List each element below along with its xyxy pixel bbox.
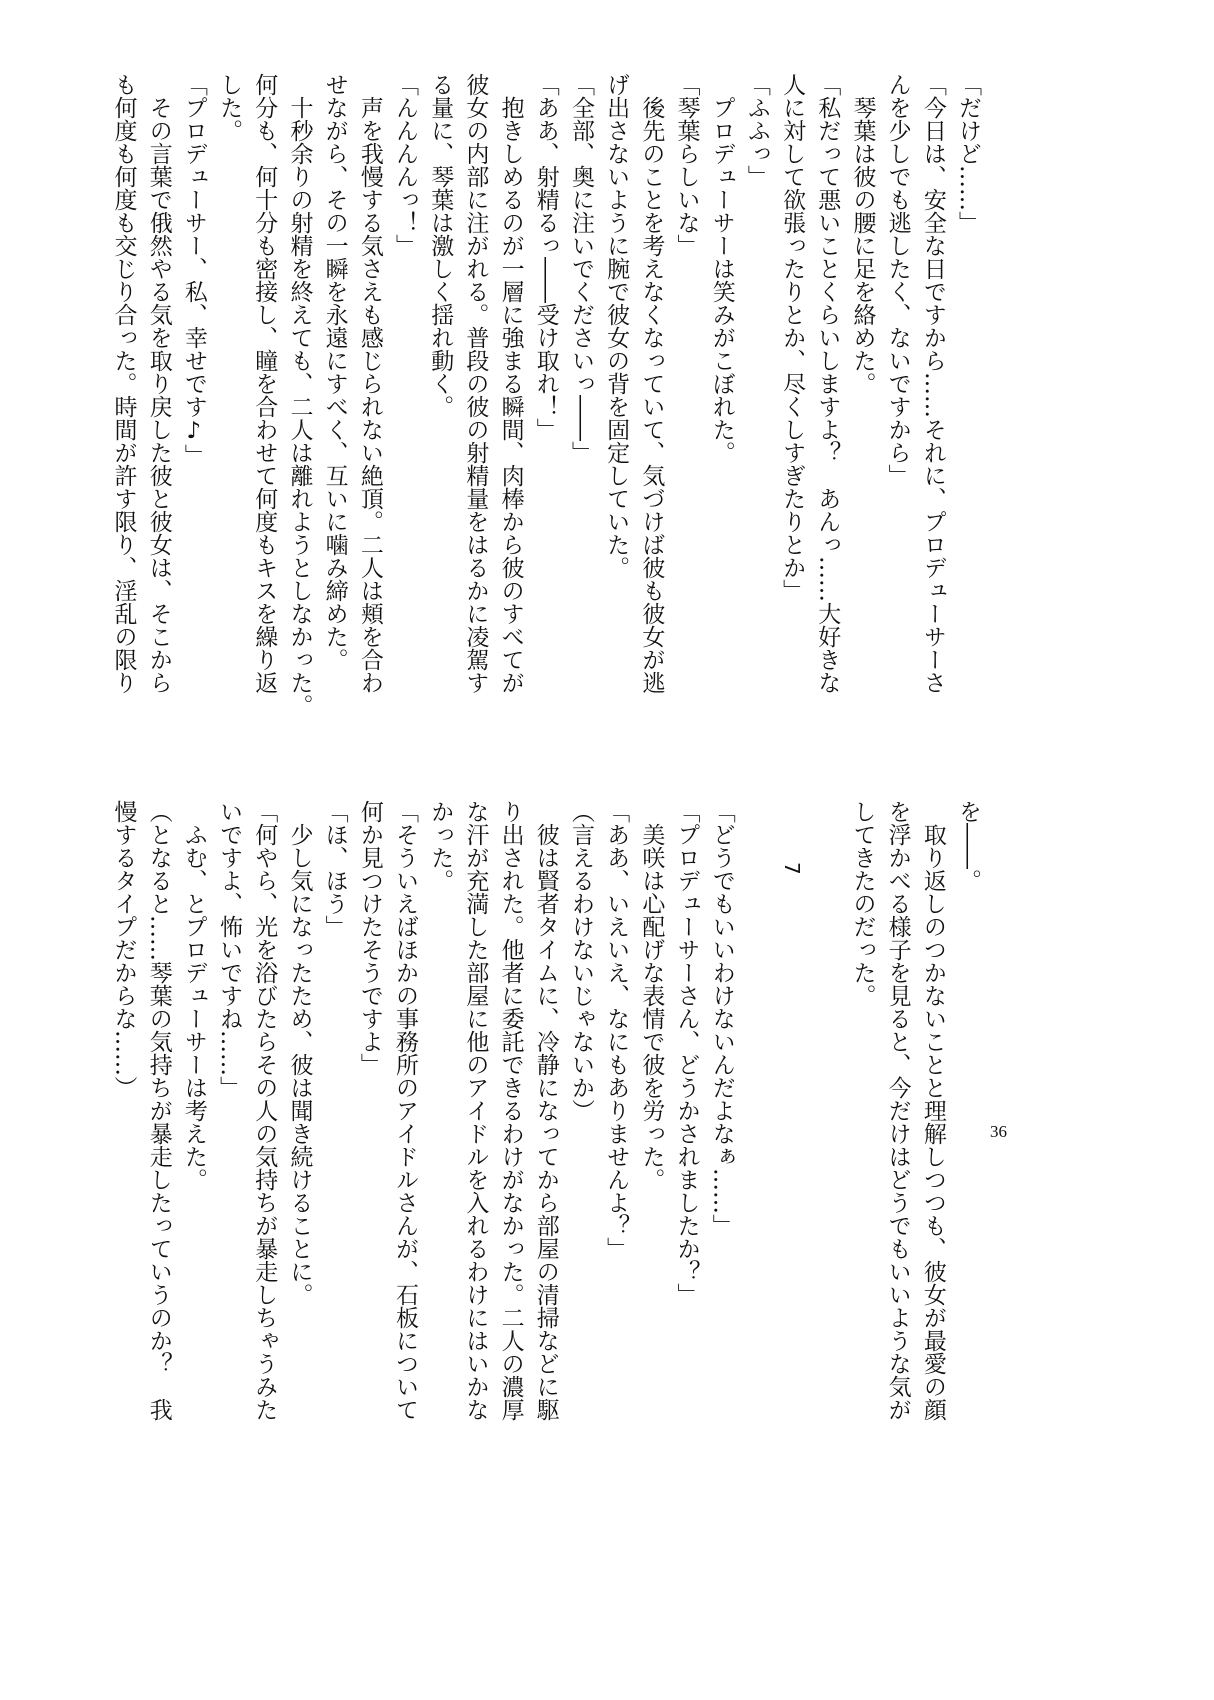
text-line: 「今日は、安全な日ですから……それに、プロデューサーさ	[919, 73, 946, 694]
text-line: 声を我慢する気さえも感じられない絶頂。二人は頬を合わ	[356, 73, 383, 694]
text-line: 彼女の内部に注がれる。普段の彼の射精量をはるかに凌駕す	[462, 73, 489, 694]
text-line: も何度も何度も交じり合った。時間が許す限り、淫乱の限り	[110, 73, 137, 694]
page-number: 36	[990, 1122, 1007, 1141]
text-line: ふむ、とプロデューサーは考えた。	[180, 800, 207, 1191]
text-line: してきたのだった。	[849, 800, 876, 1007]
text-line: 「ああ、射精るっ――受け取れ！」	[532, 73, 559, 441]
text-line: 何か見つけたそうですよ」	[356, 800, 383, 1076]
text-line: んを少しでも逃したく、ないですから」	[884, 73, 911, 487]
text-line: 「何やら、光を浴びたらその人の気持ちが暴走しちゃうみた	[251, 800, 278, 1421]
text-line: 何分も、何十分も密接し、瞳を合わせて何度もキスを繰り返	[251, 73, 278, 694]
text-line: げ出さないように腕で彼女の背を固定していた。	[603, 73, 630, 579]
text-line: 「琴葉らしいな」	[673, 73, 700, 257]
text-line: 少し気になったため、彼は聞き続けることに。	[286, 800, 313, 1306]
text-line: 「プロデューサーさん、どうかされましたか？」	[673, 800, 700, 1306]
text-line: 「私だって悪いことくらいしますよ？ あんっ……大好きな	[814, 73, 841, 694]
text-line: を――。	[955, 800, 981, 892]
text-line: 「どうでもいいわけないんだよなぁ……」	[708, 800, 735, 1237]
text-line: る量に、琴葉は激しく揺れ動く。	[427, 73, 454, 418]
text-line: せながら、その一瞬を永遠にすべく、互いに噛み締めた。	[321, 73, 348, 671]
upper-text-block	[105, 73, 985, 723]
text-line: り出された。他者に委託できるわけがなかった。二人の濃厚	[497, 800, 524, 1421]
text-line: 「ふふっ」	[743, 73, 770, 188]
text-line: 取り返しのつかないことと理解しつつも、彼女が最愛の顔	[919, 800, 946, 1421]
text-line: な汗が充満した部屋に他のアイドルを入れるわけにはいかな	[462, 800, 489, 1421]
text-line: いですよ、怖いですね……」	[216, 800, 243, 1099]
text-line: 慢するタイプだからな……）	[110, 800, 137, 1099]
text-line: かった。	[427, 800, 454, 892]
text-line: 彼は賢者タイムに、冷静になってから部屋の清掃などに駆	[532, 800, 559, 1421]
text-line: 琴葉は彼の腰に足を絡めた。	[849, 73, 876, 395]
text-line: 「だけど……」	[955, 73, 981, 234]
text-line: その言葉で俄然やる気を取り戻した彼と彼女は、そこから	[145, 73, 172, 694]
text-line: 美咲は心配げな表情で彼を労った。	[638, 800, 665, 1191]
text-line: 十秒余りの射精を終えても、二人は離れようとしなかった。	[286, 73, 313, 717]
text-line: した。	[216, 73, 243, 142]
blank-line	[739, 800, 774, 1450]
text-line: プロデューサーは笑みがこぼれた。	[708, 73, 735, 464]
text-line: 「ほ、ほう」	[321, 800, 348, 938]
text-line: 「んんんんっ！」	[392, 73, 418, 257]
text-line: を浮かべる様子を見ると、今だけはどうでもいいような気が	[884, 800, 911, 1421]
text-line: 「プロデューサー、私、幸せです♪」	[180, 73, 207, 467]
text-line: 「ああ、いえいえ、なにもありませんよ？」	[603, 800, 630, 1260]
text-line: 「全部、奥に注いでくださいっ――」	[567, 73, 594, 464]
text-line: （言えるわけないじゃないか）	[567, 800, 594, 1122]
text-line: 抱きしめるのが一層に強まる瞬間、肉棒から彼のすべてが	[497, 73, 524, 694]
section-number: 7	[780, 862, 805, 875]
text-line: 「そういえばほかの事務所のアイドルさんが、石板について	[392, 800, 418, 1421]
lower-text-block	[105, 800, 985, 1450]
text-line: 後先のことを考えなくなっていて、気づけば彼も彼女が逃	[638, 73, 665, 694]
blank-line	[809, 800, 844, 1450]
text-line: 人に対して欲張ったりとか、尽くしすぎたりとか」	[779, 73, 806, 602]
text-line: （となると……琴葉の気持ちが暴走したっていうのか？ 我	[145, 800, 172, 1421]
